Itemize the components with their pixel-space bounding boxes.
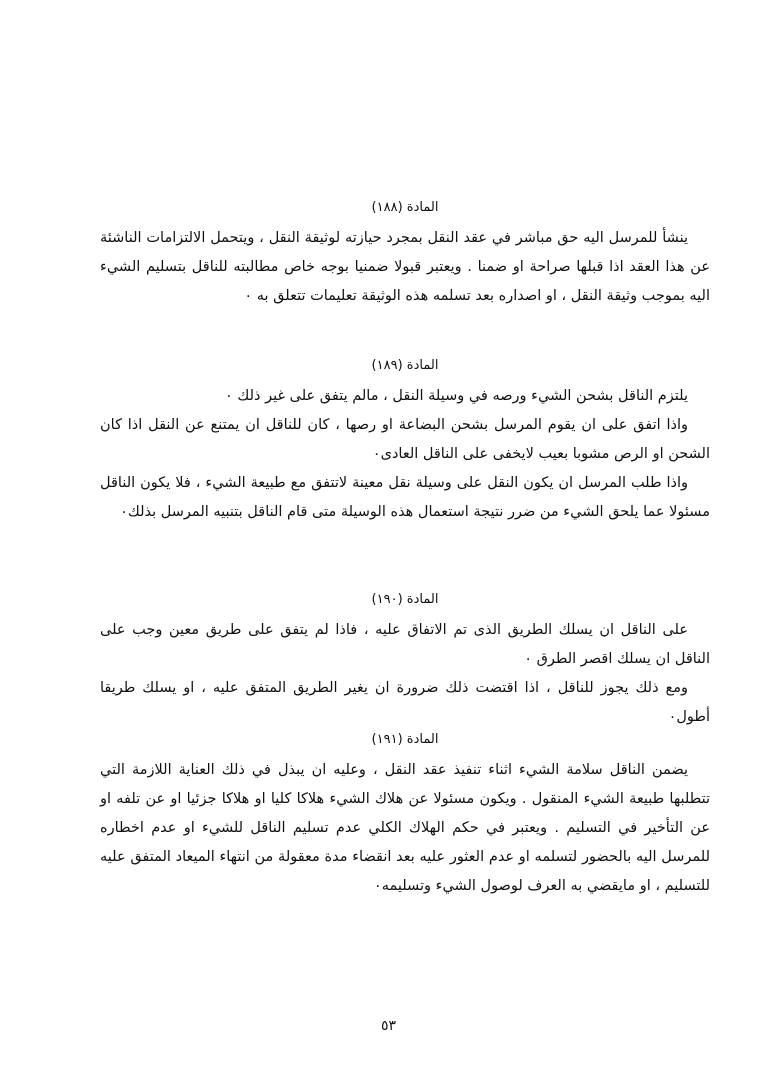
article-paragraph: ينشأ للمرسل اليه حق مباشر في عقد النقل بمجرد حيازته لوثيقة النقل ، ويتحمل الالتزامات الناشئة عن هذا العقد اذا قبلها صراحة او ضمنا . ويعتبر قبولا ضمنيا بوجه خاص مطالبته للناقل بتسليم الشيء اليه بموجب وثيقة النقل ، او اصداره بعد تسلمه هذه الوثيقة تعليمات تتعلق به ٠ <box>100 230 710 304</box>
article-paragraph: على الناقل ان يسلك الطريق الذى تم الاتفاق عليه ، فاذا لم يتفق على طريق معين وجب على الناقل ان يسلك اقصر الطرق ٠ <box>100 622 710 667</box>
article-paragraph: يلتزم الناقل بشحن الشيء ورصه في وسيلة النقل ، مالم يتفق على غير ذلك ٠ <box>224 388 688 404</box>
article-paragraph: يضمن الناقل سلامة الشيء اثناء تنفيذ عقد النقل ، وعليه ان يبذل في ذلك العناية اللازمة التي تتطلبها طبيعة الشيء المنقول . ويكون مسئولا عن هلاك الشيء هلاكا كليا او هلاكا جزئيا او عن تلفه او عن التأخير في التسليم . ويعتبر في حكم الهلاك الكلي عدم تسليم الناقل للشيء او عدم اخطاره للمرسل اليه بالحضور لتسلمه او عدم العثور عليه بعد انقضاء مدة معقولة من انتهاء الميعاد المتفق عليه للتسليم ، او مايقضي به العرف لوصول الشيء وتسليمه٠ <box>100 762 710 894</box>
article-paragraph: ومع ذلك يجوز للناقل ، اذا اقتضت ذلك ضرورة ان يغير الطريق المتفق عليه ، او يسلك طريقا أطول٠ <box>100 680 710 725</box>
article-190 <box>100 588 710 732</box>
article-title: المادة (١٩٠) <box>371 592 439 607</box>
article-189 <box>100 354 710 527</box>
article-188 <box>100 196 710 311</box>
article-title: المادة (١٨٨) <box>371 200 439 215</box>
article-paragraph: واذا طلب المرسل ان يكون النقل على وسيلة نقل معينة لاتتفق مع طبيعة الشيء ، فلا يكون الناقل مسئولا عما يلحق الشيء من ضرر نتيجة استعمال هذه الوسيلة متى قام الناقل بتنبيه المرسل بذلك٠ <box>100 475 710 520</box>
article-title: المادة (١٨٩) <box>371 358 439 373</box>
page-number: ٥٣ <box>380 1018 397 1034</box>
article-paragraph: واذا اتفق على ان يقوم المرسل بشحن البضاعة او رصها ، كان للناقل ان يمتنع عن النقل اذا كان الشحن او الرص مشوبا بعيب لايخفى على الناقل العادى٠ <box>100 417 710 462</box>
article-title: المادة (١٩١) <box>371 732 439 747</box>
article-191 <box>100 728 710 901</box>
